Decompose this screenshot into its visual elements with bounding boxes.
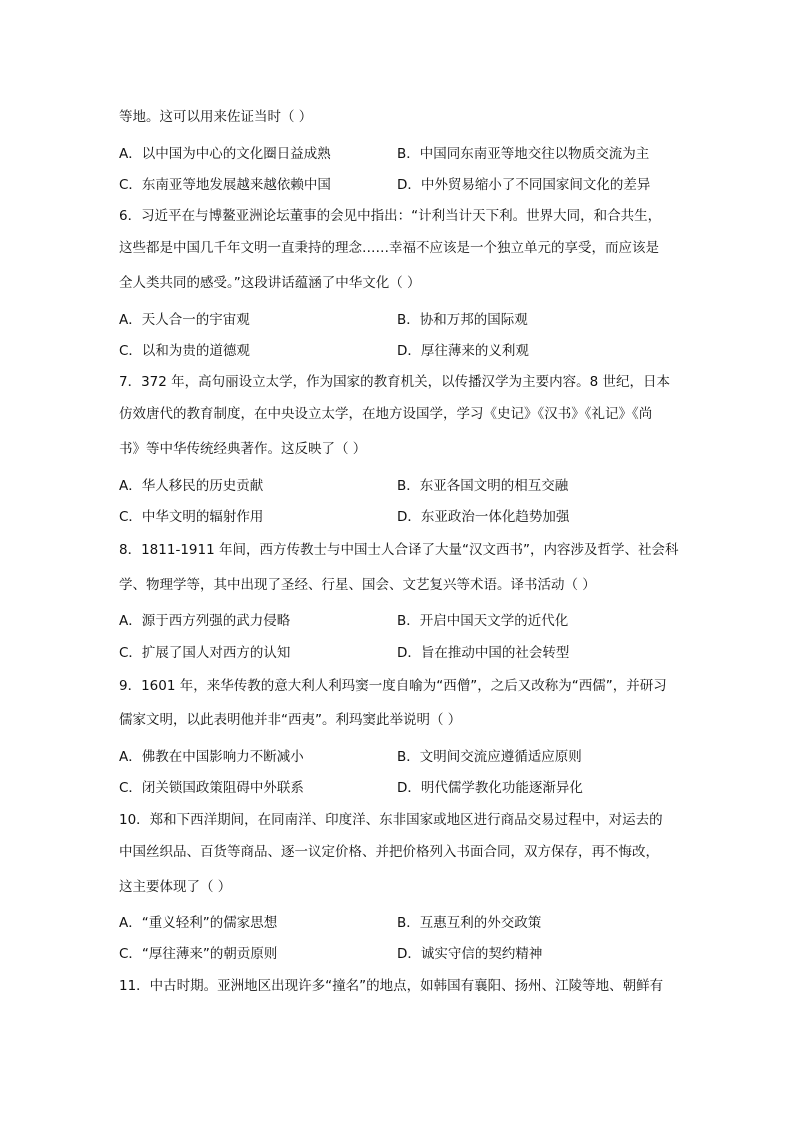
q9-option-c: C．闭关锁国政策阻碍中外联系 (119, 780, 304, 796)
q7-option-c: C．中华文明的辐射作用 (119, 509, 264, 525)
q6-option-b: B．协和万邦的国际观 (397, 312, 528, 328)
q7-stem-line-2: 仿效唐代的教育制度，在中央设立太学，在地方设国学，学习《史记》《汉书》《礼记》《尚 (119, 406, 653, 422)
q6-stem-line-3: 全人类共同的感受。”这段讲话蕴涵了中华文化（ ） (119, 275, 421, 291)
q7-option-d: D．东亚政治一体化趋势加强 (397, 509, 570, 525)
q10-option-d: D．诚实守信的契约精神 (397, 946, 543, 962)
q8-option-c: C．扩展了国人对西方的认知 (119, 645, 291, 661)
q9-stem-line-2: 儒家文明，以此表明他并非“西夷”。利玛窦此举说明（ ） (119, 712, 462, 728)
q5-option-a: A．以中国为中心的文化圈日益成熟 (119, 146, 331, 162)
q7-option-a: A．华人移民的历史贡献 (119, 478, 264, 494)
q10-option-a: A．“重义轻利”的儒家思想 (119, 915, 278, 931)
q6-stem-line-2: 这些都是中国几千年文明一直秉持的理念……幸福不应该是一个独立单元的享受，而应该是 (119, 240, 659, 256)
q9-option-d: D．明代儒学教化功能逐渐异化 (397, 780, 583, 796)
q7-stem-line-3: 书》等中华传统经典著作。这反映了（ ） (119, 441, 367, 457)
q8-stem-line-2: 学、物理学等，其中出现了圣经、行星、国会、文艺复兴等术语。译书活动（ ） (119, 577, 596, 593)
q8-option-a: A．源于西方列强的武力侵略 (119, 613, 291, 629)
q10-stem-line-1: 10．郑和下西洋期间，在同南洋、印度洋、东非国家或地区进行商品交易过程中，对运去的 (119, 812, 663, 828)
q6-option-a: A．天人合一的宇宙观 (119, 312, 250, 328)
q5-option-d: D．中外贸易缩小了不同国家间文化的差异 (397, 177, 651, 193)
q10-option-c: C．“厚往薄来”的朝贡原则 (119, 946, 278, 962)
q6-stem-line-1: 6．习近平在与博鳌亚洲论坛董事的会见中指出：“计利当计天下利。世界大同，和合共生， (119, 208, 662, 224)
q9-option-a: A．佛教在中国影响力不断减小 (119, 749, 304, 765)
q10-stem-line-2: 中国丝织品、百货等商品、逐一议定价格、并把价格列入书面合同，双方保存，再不悔改， (119, 844, 659, 860)
q11-stem-line-1: 11．中古时期。亚洲地区出现许多“撞名”的地点，如韩国有襄阳、扬州、江陵等地、朝鲜有 (119, 978, 664, 994)
q7-stem-line-1: 7．372 年，高句丽设立太学，作为国家的教育机关，以传播汉学为主要内容。8 世纪，日本 (119, 374, 671, 390)
q5-option-c: C．东南亚等地发展越来越依赖中国 (119, 177, 331, 193)
q8-stem-line-1: 8．1811-1911 年间，西方传教士与中国士人合译了大量“汉文西书”，内容涉及哲学、社会科 (119, 542, 679, 558)
q8-option-d: D．旨在推动中国的社会转型 (397, 645, 570, 661)
q10-option-b: B．互惠互利的外交政策 (397, 915, 542, 931)
q6-option-c: C．以和为贵的道德观 (119, 343, 250, 359)
q5-option-b: B．中国同东南亚等地交往以物质交流为主 (397, 146, 650, 162)
q8-option-b: B．开启中国天文学的近代化 (397, 613, 569, 629)
q9-stem-line-1: 9．1601 年，来华传教的意大利人利玛窦一度自喻为“西僧”，之后又改称为“西儒”，并研习 (119, 678, 667, 694)
q5-stem-end: 等地。这可以用来佐证当时（ ） (119, 109, 313, 125)
q7-option-b: B．东亚各国文明的相互交融 (397, 478, 569, 494)
q9-option-b: B．文明间交流应遵循适应原则 (397, 749, 582, 765)
q6-option-d: D．厚往薄来的义利观 (397, 343, 529, 359)
q10-stem-line-3: 这主要体现了（ ） (119, 879, 232, 895)
